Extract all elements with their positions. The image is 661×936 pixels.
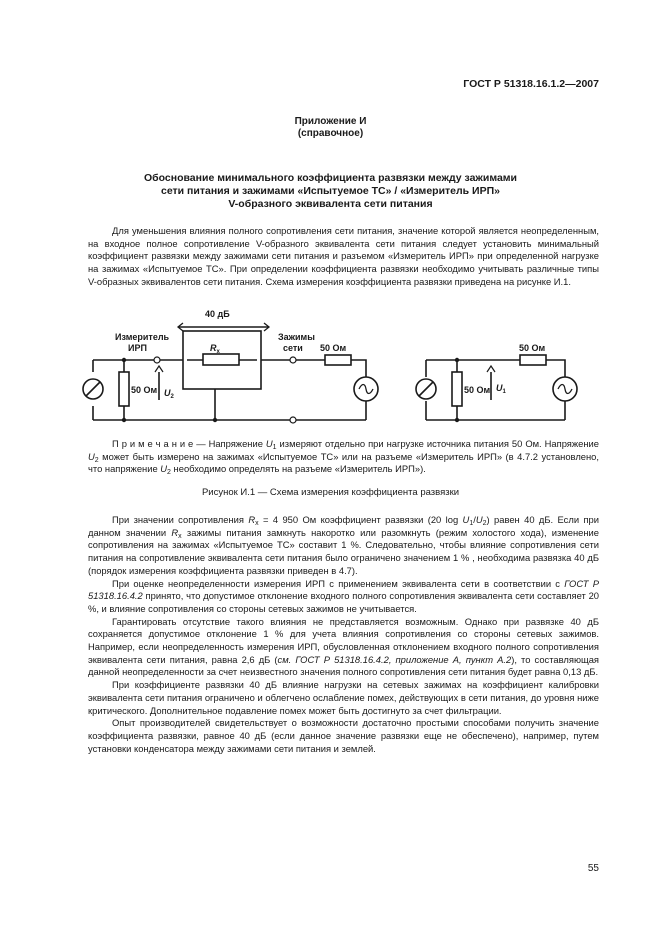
label-50ohm-series-right: 50 Ом [519, 343, 546, 353]
resistor-rx [203, 354, 239, 365]
section-title-line-2: сети питания и зажимами «Испытуемое ТС» / «Измеритель ИРП» [161, 185, 500, 197]
figure-caption: Рисунок И.1 — Схема измерения коэффициента развязки [201, 487, 460, 498]
body-paragraph-3: Гарантировать отсутствие такого влияния не представляется возможным. Однако при развязке 40 дБ сохраняется допустимое отклонение 1 % для учета влияния сопротивления со стороны сетевых зажимов. Например, если неопределенность измерения ИРП, обусловленная отклонением входного полного сопротивления эквивалента сети питания, равна 2,6 дБ (см. ГОСТ Р 51318.16.4.2, приложение А, пункт А.2), то составляющая данной неопределенности за счет неизвестного значения полного сопротивления сети питания будет равна 0,13 дБ. [88, 615, 599, 678]
label-rx: $R_x$ [210, 343, 220, 355]
label-50ohm-series-left: 50 Ом [320, 343, 347, 353]
resistor-50ohm-right [452, 372, 462, 406]
label-50ohm-shunt-right: 50 Ом [464, 385, 491, 395]
appendix-type: (справочное) [297, 128, 364, 139]
body-paragraph-5: Опыт производителей свидетельствует о возможности достаточно простыми способами получить значение коэффициента развязки, равное 40 дБ (если данное значение развязки еще не обеспечено), например, путем установки конденсатора между зажимами сети питания и землей. [88, 717, 599, 754]
resistor-50ohm-right-series [520, 355, 546, 365]
section-title-line-3: V-образного эквивалента сети питания [228, 198, 433, 210]
label-mains-line-1: Зажимы [278, 332, 315, 342]
figure-note: П р и м е ч а н и е — Напряжение $U_1$ измеряют отдельно при нагрузке источника питания 50 Ом. Напряжение $U_2$ может быть измерено на зажимах «Испытуемое ТС» или на разъеме «Измеритель ИРП» (в 4.7.2 установлено, что напряжение $U_2$ необходимо определять на разъеме «Измеритель ИРП»). [88, 438, 599, 477]
figure-circuit [0, 300, 661, 430]
body-text [88, 514, 599, 755]
label-mains-line-2: сети [283, 343, 303, 353]
document-header: ГОСТ Р 51318.16.1.2—2007 [463, 78, 599, 90]
terminal-meter [154, 357, 160, 363]
label-u1: $U_1$ [496, 383, 506, 395]
label-50ohm-shunt-left: 50 Ом [131, 385, 158, 395]
body-paragraph-1: При значении сопротивления $R_x = 4$ 950 Ом коэффициент развязки (20 $\log U_1/U_2$) равен 40 дБ. Если при данном значении $R_x$ зажимы питания замкнуть накоротко или разомкнуть (режим холостого хода), изменение сопротивления на зажимах «Испытуемое ТС» составит 1 %. Следовательно, чтобы влияние сопротивления сети питания на сопротивление эквивалента сети питания было ограничено значением 1 % , необходима развязка 40 дБ (порядок измерения коэффициента развязки приведен в 4.7). [88, 514, 599, 576]
intro-text: Для уменьшения влияния полного сопротивления сети питания, значение которой является неопределенным, на входное полное сопротивление V-образного эквивалента сети питания следует установить минимальный коэффициент развязки между зажимами сети питания и разъемом «Измеритель ИРП» при определенной нагрузке на зажимах «Испытуемое ТС». При определении коэффициента развязки необходимо учитывать различные типы V-образных эквивалентов сети питания. Схема измерения коэффициента развязки приведена на рисунке И.1. [88, 225, 599, 287]
label-u2: $U_2$ [164, 388, 174, 400]
page-number: 55 [587, 863, 599, 874]
label-40db: 40 дБ [205, 309, 230, 319]
terminal-mains [290, 357, 296, 363]
body-paragraph-2: При оценке неопределенности измерения ИРП с применением эквивалента сети в соответствии с ГОСТ Р 51318.16.4.2 принято, что допустимое отклонение входного полного сопротивления эквивалента сети составляет 20 %, и влияние сопротивления со стороны сетевых зажимов не учитывается. [88, 577, 599, 614]
label-meter-line-2: ИРП [128, 343, 147, 353]
section-title-line-1: Обоснование минимального коэффициента развязки между зажимами [143, 172, 518, 184]
appendix-label: Приложение И [294, 116, 367, 127]
resistor-50ohm-left-series [325, 355, 351, 365]
intro-paragraph [88, 225, 599, 289]
label-meter-line-1: Измеритель [115, 332, 170, 342]
resistor-50ohm-left [119, 372, 129, 406]
body-paragraph-4: При коэффициенте развязки 40 дБ влияние нагрузки на сетевых зажимах на коэффициент калибровки эквивалента сети питания ограничено и облегчено ослабление помех, действующих в сети питания, до уровня ниже критического. Дополнительное подавление помех может быть достигнуто за счет фильтрации. [88, 679, 599, 716]
